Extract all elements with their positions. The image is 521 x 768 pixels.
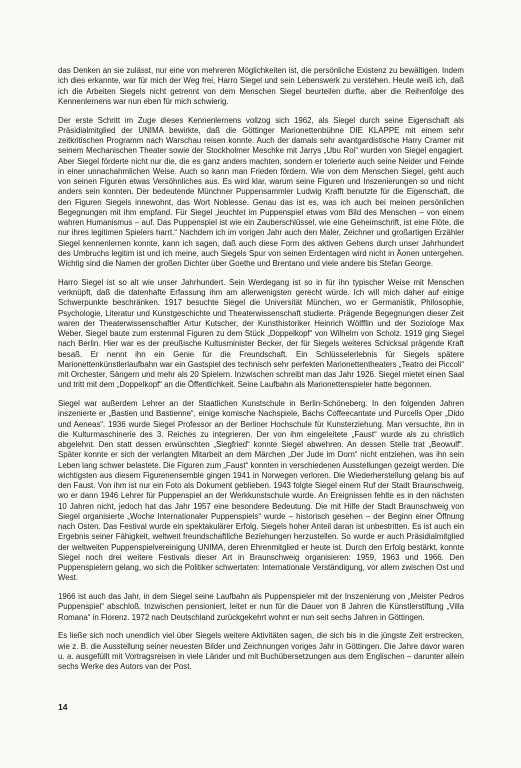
paragraph: Siegel war außerdem Lehrer an der Staatlichen Kunstschule in Berlin-Schöneberg. In den folgenden Jahren inszenierte er „Bastien und Bastienne“, einige komische Nachspiele, Bachs Coffeecantate und Purcells Oper „Dido und Aeneas“. 1936 wurde Siegel Professor an der Berliner Hochschule für Kunsterziehung. Man versuchte, ihn in die Kulturmaschinerie des 3. Reiches zu integrieren. Der von ihm eingeleitete „Faust“ wurde als zu christlich abgelehnt. Den statt dessen erwünschten „Siegfried“ konnte Siegel abwehren. An dessen Stelle trat „Beowulf“. Später konnte er sich der verlangten Mitarbeit an dem Märchen „Der Jude im Dorn“ nicht entziehen, was ihn sein Leben lang schwer belastete. Die Figuren zum „Faust“ konnten in verschiedenen Ausstellungen gezeigt werden. Die wichtigsten aus diesem Figurenensemble gingen 1941 in Norwegen verloren. Die Wiederherstellung gelang bis auf den Faust. Von ihm ist nur ein Foto als Dokument geblieben. 1943 folgte Siegel einem Ruf der Stadt Braunschweig, wo er dann 1946 Lehrer für Puppenspiel an der Werkkunstschule wurde. An Ereignissen fehlte es in den nächsten 10 Jahren nicht, jedoch hat das Jahr 1957 eine besondere Bedeutung. Die mit Hilfe der Stadt Braunschweig von Siegel organisierte „Woche Internationaler Puppenspiels“ wurde – historisch gesehen – der Beginn einer Öffnung nach Osten. Das Festival wurde ein spektakulärer Erfolg. Siegels hoher Anteil daran ist unbestritten. Es ist auch ein Ergebnis seiner Fähigkeit, weltweit freundschaftliche Beziehungen herzustellen. So wurde er auch Präsidialmitglied der weltweiten Puppenspielvereinigung UNIMA, deren Ehrenmitglied er heute ist. Durch den Erfolg bestärkt, konnte Siegel noch drei weitere Festivals dieser Art in Braunschweig organisieren: 1959, 1963 und 1966. Den Puppenspielern gelang, wo sich die Politiker schwertaten: Internationale Verständigung, vor allem zwischen Ost und West. <box>58 399 464 583</box>
paragraph: Der erste Schritt im Zuge dieses Kennenlernens vollzog sich 1962, als Siegel durch seine Eigenschaft als Präsidialmitglied der UNIMA bewirkte, daß die Göttinger Marionettenbühne DIE KLAPPE mit einem sehr zeitkritischen Programm nach Warschau reisen konnte. Auch der damals sehr avantgardistische Harry Cramer mit seinem Mechanischen Theater sowie der Stockholmer Meschke mit Jarrys „Ubu Roi“ wurden von Siegel engagiert. Aber Siegel förderte nicht nur die, die es ganz anders machten, sondern er tolerierte auch seine Neider und Feinde in einer unnachahmlichen Weise. Auch so kann man Frieden fördern. Wie von dem Menschen Siegel, geht auch von seinen Figuren etwas Versöhnliches aus. Es wird klar, warum seine Figuren und Inszenierungen so und nicht anders sein konnten. Der bedeutende Münchner Puppensammler Ludwig Krafft benutzte für die Eigenschaft, die den Figuren Siegels innewohnt, das Wort Noblesse. Genau das ist es, was ich auch bei meinen persönlichen Begegnungen mit ihm empfand. Für Siegel „leuchtet im Puppenspiel etwas vom Bild des Menschen – von einem wahren Humanismus – auf. Das Puppenspiel ist wie ein Zauberschlüssel, wie eine Geheimschrift, ist eine Flöte, die nur ihres legitimen Spielers harrt.“ Nachdem ich im vorigen Jahr auch den Maler, Zeichner und großartigen Erzähler Siegel kennenlernen konnte, kann ich sagen, daß auch diese Form des aktiven Gehens durch unser Jahrhundert des Umbruchs legitim ist und ich meine, auch Siegels Spur von seinen Erdentagen wird nicht in Äonen untergehen. Wichtig sind die Namen der großen Dichter über Goethe und Brentano und viele andere bis Stefan George. <box>58 115 464 268</box>
page-number: 14 <box>58 702 68 712</box>
paragraph: Harro Siegel ist so alt wie unser Jahrhundert. Sein Werdegang ist so in für ihn typischer Weise mit Menschen verknüpft, daß die datenhafte Erfassung ihm am allerwenigsten gerecht würde. Ich will mich daher auf einige Schwerpunkte beschränken. 1917 besuchte Siegel die Universität München, wo er Germanistik, Philosophie, Psychologie, Literatur und Kunstgeschichte und Theaterwissenschaft studierte. Prägende Begegnungen dieser Zeit waren der Theaterwissenschaftler Artur Kutscher, der Kunsthistoriker Heinrich Wölfflin und der Soziologe Max Weber. Siegel baute zum erstenmal Figuren zu dem Stück „Doppelkopf“ von Wilhelm von Scholz. 1919 ging Siegel nach Berlin. Hier war es der preußische Kultusminister Becker, der für Siegels weiteres Schicksal prägende Kraft besaß. Er nennt ihn ein Genie für die Freundschaft. Ein Schlüsselerlebnis für Siegels spätere Marionettenkünstlerlaufbahn war ein Gastspiel des technisch sehr perfekten Marionettentheaters „Teatro dei Piccoli“ mit Orchester, Sängern und mehr als 20 Spielern. Inzwischen schreibt man das Jahr 1926. Siegel mietet einen Saal und tritt mit dem „Doppelkopf“ an die Öffentlichkeit. Seine Laufbahn als Marionettenspieler hatte begonnen. <box>58 277 464 390</box>
paragraph: Es ließe sich noch unendlich viel über Siegels weitere Aktivitäten sagen, die sich bis in die jüngste Zeit erstrecken, wie z. B. die Ausstellung seiner neuesten Bilder und Zeichnungen voriges Jahr in Göttingen. Die Jahre davor waren u. a. ausgefüllt mit Vortragsreisen in viele Länder und mit Buchübersetzungen aus dem Englischen – darunter allein sechs Werke des Autors van der Post. <box>58 631 464 671</box>
paragraph: 1966 ist auch das Jahr, in dem Siegel seine Laufbahn als Puppenspieler mit der Inszenierung von „Meister Pedros Puppenspiel“ abschloß. Inzwischen pensioniert, leitet er nun für die Dauer von 8 Jahren die Künstlerstiftung „Villa Romana“ in Florenz. 1972 nach Deutschland zurückgekehrt wohnt er nun seit sechs Jahren in Göttingen. <box>58 592 464 622</box>
body-text <box>58 66 464 681</box>
paragraph: das Denken an sie zulässt, nur eine von mehreren Möglichkeiten ist, die persönliche Existenz zu bewältigen. Indem ich dies erkannte, war für mich der Weg frei, Harro Siegel und sein Lebenswerk zu verstehen. Heute weiß ich, daß ich die Arbeiten Siegels nicht getrennt von dem Menschen Siegel beurteilen durfte, aber die Reihenfolge des Kennenlernens war nun eben für mich schwierig. <box>58 66 464 106</box>
